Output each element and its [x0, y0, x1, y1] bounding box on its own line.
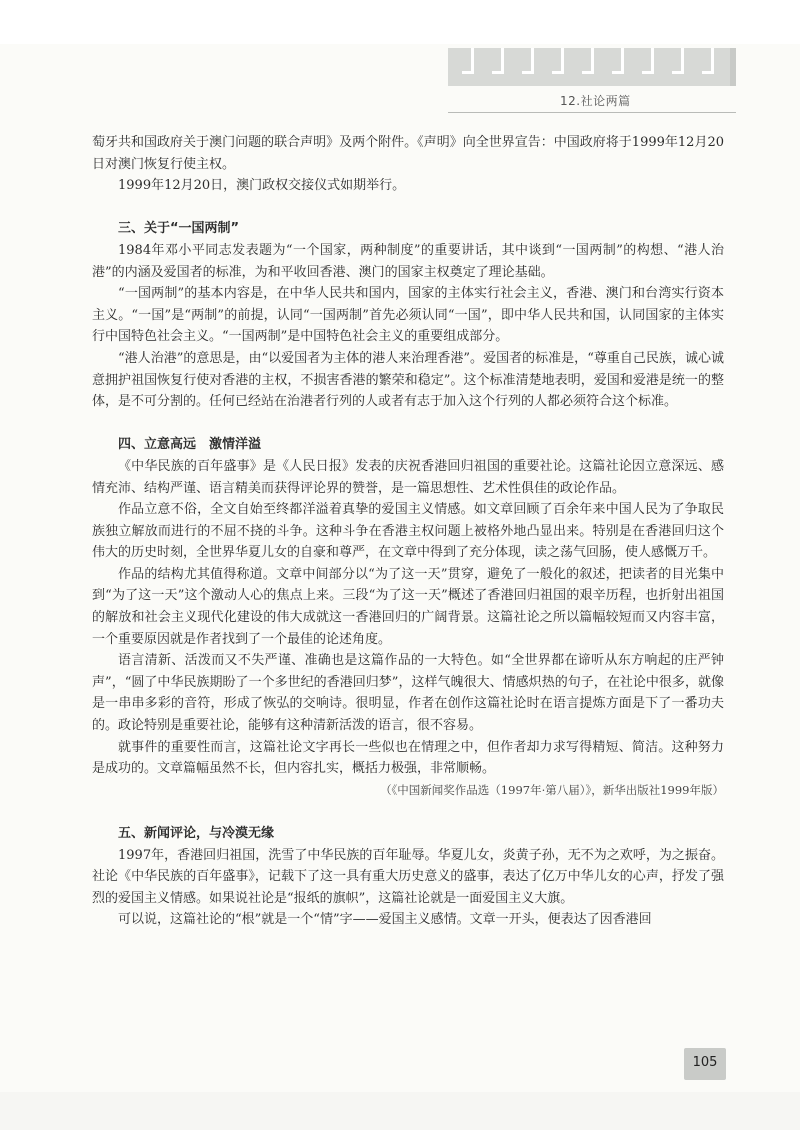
paragraph: 1984年邓小平同志发表题为“一个国家，两种制度”的重要讲话，其中谈到“一国两制”的构想、“港人治港”的内涵及爱国者的标准，为和平收回香港、澳门的国家主权奠定了理论基础。	[92, 242, 724, 280]
header-tick	[672, 48, 684, 74]
header-tick	[492, 48, 504, 74]
citation: （《中国新闻奖作品选（1997年·第八届）》，新华出版社1999年版）	[380, 782, 724, 797]
paragraph: “港人治港”的意思是，由“以爱国者为主体的港人来治理香港”。爱国者的标准是，“尊重自己民族，诚心诚意拥护祖国恢复行使对香港的主权，不损害香港的繁荣和稳定”。这个标准清楚地表明，爱国和爱港是统一的整体，是不可分割的。任何已经站在治港者行列的人或者有志于加入这个行列的人都必须符合这个标准。	[92, 350, 724, 410]
section-heading: 三、关于“一国两制”	[118, 221, 240, 237]
header-tick	[462, 48, 474, 74]
header-tick	[552, 48, 564, 74]
page-number: 105	[692, 1055, 718, 1070]
page-number-tab	[684, 1048, 726, 1080]
paragraph: 语言清新、活泼而又不失严谨、准确也是这篇作品的一大特色。如“全世界都在谛听从东方响起的庄严钟声”，“圆了中华民族期盼了一个多世纪的香港回归梦”，这样气魄很大、情感炽热的句子，在社论中很多，就像是一串串多彩的音符，形成了恢弘的交响诗。很明显，作者在创作这篇社论时在语言提炼方面是下了一番功夫的。政论特别是重要社论，能够有这种清新活泼的语言，很不容易。	[92, 653, 724, 734]
section-heading: 五、新闻评论，与冷漠无缘	[118, 826, 275, 841]
header-rule	[448, 112, 736, 113]
section-gap	[92, 801, 724, 823]
scan-top-margin	[0, 0, 800, 44]
header-tick	[612, 48, 624, 74]
paragraph: 作品的结构尤其值得称道。文章中间部分以“为了这一天”贯穿，避免了一般化的叙述，把读者的目光集中到“为了这一天”这个激动人心的焦点上来。三段“为了这一天”概述了香港回归祖国的艰辛历程，也折射出祖国的解放和社会主义现代化建设的伟大成就这一香港回归的广阔背景。这篇社论之所以篇幅较短而又内容丰富，一个重要原因就是作者找到了一个最佳的论述角度。	[92, 566, 724, 647]
header-tick	[522, 48, 534, 74]
paragraph: 1997年，香港回归祖国，洗雪了中华民族的百年耻辱。华夏儿女，炎黄子孙，无不为之欢呼，为之振奋。社论《中华民族的百年盛事》，记载下了这一具有重大历史意义的盛事，表达了亿万中华儿女的心声，抒发了强烈的爱国主义情感。如果说社论是“报纸的旗帜”，这篇社论就是一面爱国主义大旗。	[92, 847, 724, 906]
section-gap	[92, 413, 724, 435]
section-heading: 四、立意高远 激情洋溢	[118, 437, 262, 453]
header-tick	[582, 48, 594, 74]
paragraph: 就事件的重要性而言，这篇社论文字再长一些似也在情理之中，但作者却力求写得精短、简洁。这种努力是成功的。文章篇幅虽然不长，但内容扎实，概括力极强，非常顺畅。	[92, 739, 724, 777]
paragraph: 萄牙共和国政府关于澳门问题的联合声明》及两个附件。《声明》向全世界宣告：中国政府将于1999年12月20日对澳门恢复行使主权。	[92, 135, 724, 172]
scan-bottom-margin	[0, 1092, 800, 1130]
header-tick	[702, 48, 714, 74]
paragraph: 《中华民族的百年盛事》是《人民日报》发表的庆祝香港回归祖国的重要社论。这篇社论因立意深远、感情充沛、结构严谨、语言精美而获得评论界的赞誉，是一篇思想性、艺术性俱佳的政论作品。	[92, 458, 724, 496]
paragraph: 可以说，这篇社论的“根”就是一个“情”字——爱国主义感情。文章一开头，便表达了因香港回	[118, 912, 652, 928]
section-gap	[92, 197, 724, 219]
paragraph: “一国两制”的基本内容是，在中华人民共和国内，国家的主体实行社会主义，香港、澳门和台湾实行资本主义。“一国”是“两制”的前提，认同“一国两制”首先必须认同“一国”，即中华人民共和国，认同国家的主体实行中国特色社会主义。“一国两制”是中国特色社会主义的重要组成部分。	[92, 286, 724, 345]
paragraph: 作品立意不俗，全文自始至终都洋溢着真挚的爱国主义情感。如文章回顾了百余年来中国人民为了争取民族独立解放而进行的不屈不挠的斗争。这种斗争在香港主权问题上被格外地凸显出来。特别是在香港回归这个伟大的历史时刻，全世界华夏儿女的自豪和尊严，在文章中得到了充分体现，读之荡气回肠，使人感慨万千。	[92, 502, 724, 561]
header-tick	[642, 48, 654, 74]
paragraph: 1999年12月20日，澳门政权交接仪式如期举行。	[118, 178, 406, 194]
header-decoration	[448, 48, 736, 86]
page-content	[92, 132, 724, 931]
running-header: 12.社论两篇	[560, 94, 631, 108]
